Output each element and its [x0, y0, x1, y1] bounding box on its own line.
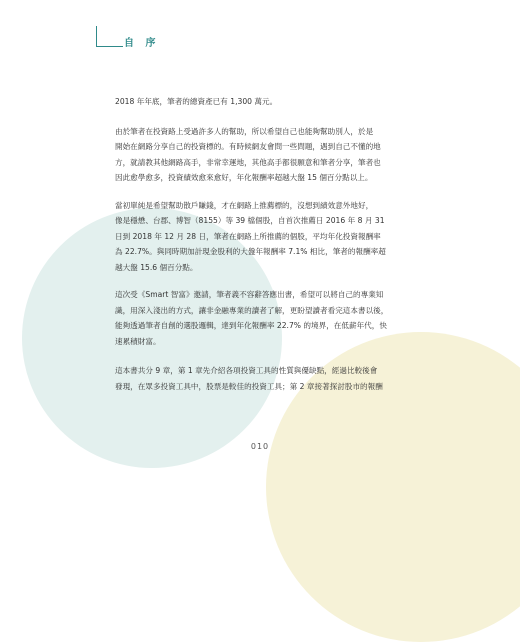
paragraph-2 [115, 124, 415, 186]
text-line: 像是穩懋、台郡、博智（8155）等 39 檔個股，自首次推薦日 2016 年 8 月 31 [115, 216, 385, 225]
page-number: 010 [250, 442, 270, 451]
text-line: 發現，在眾多投資工具中，股票是較佳的投資工具；第 2 章接著探討股市的報酬 [115, 381, 383, 391]
text-line: 日到 2018 年 12 月 28 日，筆者在網路上所推薦的個股，平均年化投資報酬率 [115, 231, 381, 241]
paragraph-3 [115, 198, 415, 276]
text-line: 開始在網路分享自己的投資標的。有時候網友會問一些問題，遇到自己不懂的地 [115, 142, 381, 151]
text-line: 當初單純是希望幫助散戶賺錢，才在網路上推薦標的，沒想到績效意外地好， [115, 200, 374, 210]
paragraph-4 [115, 287, 415, 349]
text-line: 由於筆者在投資路上受過許多人的幫助，所以希望自己也能夠幫助別人，於是 [115, 126, 374, 136]
page-title: 自 序 [124, 38, 160, 49]
header-corner-mark [96, 26, 123, 47]
paragraph-1 [115, 94, 415, 110]
text-line: 為 22.7%。與同時期加計現金股利的大盤年報酬率 7.1% 相比，筆者的報酬率超 [115, 247, 386, 256]
text-line: 這本書共分 9 章，第 1 章先介紹各項投資工具的性質與優缺點，經過比較後會 [115, 366, 378, 375]
paragraph-5 [115, 363, 415, 394]
text-line: 2018 年年底，筆者的總資產已有 1,300 萬元。 [115, 97, 278, 106]
text-line: 速累積財富。 [115, 336, 161, 346]
text-line: 方，就請教其他網路高手，非常幸運地，其他高手都很願意和筆者分享，筆者也 [115, 157, 381, 167]
text-line: 識，用深入淺出的方式，讓非金融專業的讀者了解，更盼望讀者看完這本書以後， [115, 305, 389, 315]
text-line: 越大盤 15.6 個百分點。 [115, 262, 198, 272]
preface-body [115, 94, 415, 394]
text-line: 這次受《Smart 智富》邀請，筆者義不容辭答應出書，希望可以將自己的專業知 [115, 290, 384, 299]
text-line: 能夠透過筆者自創的選股邏輯，達到年化報酬率 22.7% 的境界，在低薪年代，快 [115, 321, 387, 330]
text-line: 因此愈學愈多，投資績效愈來愈好，年化報酬率超越大盤 15 個百分點以上。 [115, 173, 373, 182]
